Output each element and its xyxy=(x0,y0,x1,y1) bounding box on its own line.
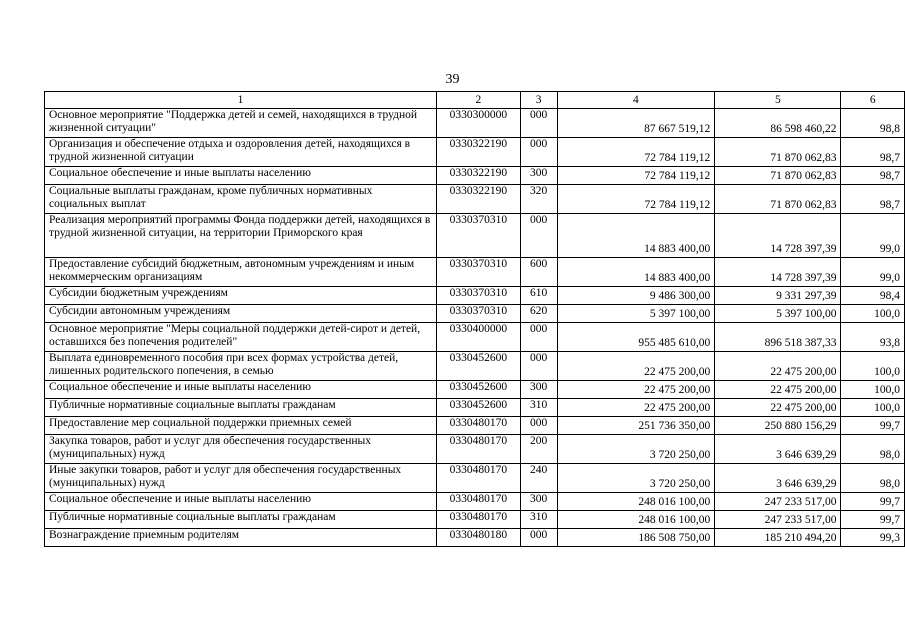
row-code: 0330370310 xyxy=(437,287,521,305)
row-name: Публичные нормативные социальные выплаты гражданам xyxy=(45,511,437,529)
row-percent: 100,0 xyxy=(841,381,905,399)
row-name: Основное мероприятие "Меры социальной поддержки детей-сирот и детей, оставшихся без попечения родителей" xyxy=(45,323,437,352)
row-fact: 3 646 639,29 xyxy=(715,435,841,464)
row-name: Социальное обеспечение и иные выплаты населению xyxy=(45,167,437,185)
row-code: 0330480170 xyxy=(437,511,521,529)
row-name: Социальное обеспечение и иные выплаты населению xyxy=(45,493,437,511)
table-row xyxy=(45,167,905,185)
row-code: 0330370310 xyxy=(437,258,521,287)
table-row xyxy=(45,493,905,511)
table-row xyxy=(45,399,905,417)
row-percent: 98,0 xyxy=(841,464,905,493)
row-type: 000 xyxy=(520,138,557,167)
table-row xyxy=(45,511,905,529)
column-header: 1 xyxy=(45,92,437,109)
row-percent: 100,0 xyxy=(841,305,905,323)
row-fact: 9 331 297,39 xyxy=(715,287,841,305)
row-plan: 14 883 400,00 xyxy=(557,258,715,287)
row-percent: 99,0 xyxy=(841,214,905,258)
row-plan: 9 486 300,00 xyxy=(557,287,715,305)
column-header: 2 xyxy=(437,92,521,109)
row-fact: 71 870 062,83 xyxy=(715,185,841,214)
row-percent: 99,0 xyxy=(841,258,905,287)
row-plan: 248 016 100,00 xyxy=(557,493,715,511)
row-plan: 72 784 119,12 xyxy=(557,185,715,214)
row-plan: 186 508 750,00 xyxy=(557,529,715,547)
row-fact: 247 233 517,00 xyxy=(715,511,841,529)
row-fact: 22 475 200,00 xyxy=(715,399,841,417)
column-header: 4 xyxy=(557,92,715,109)
row-code: 0330452600 xyxy=(437,399,521,417)
row-percent: 99,3 xyxy=(841,529,905,547)
row-code: 0330480170 xyxy=(437,435,521,464)
row-name: Реализация мероприятий программы Фонда поддержки детей, находящихся в трудной жизненной ситуации, на территории Приморского края xyxy=(45,214,437,258)
row-name: Субсидии автономным учреждениям xyxy=(45,305,437,323)
row-code: 0330370310 xyxy=(437,214,521,258)
row-percent: 98,7 xyxy=(841,185,905,214)
row-name: Социальное обеспечение и иные выплаты населению xyxy=(45,381,437,399)
row-percent: 99,7 xyxy=(841,493,905,511)
row-code: 0330322190 xyxy=(437,138,521,167)
table-row xyxy=(45,381,905,399)
column-header: 5 xyxy=(715,92,841,109)
column-header: 6 xyxy=(841,92,905,109)
row-type: 310 xyxy=(520,399,557,417)
row-name: Субсидии бюджетным учреждениям xyxy=(45,287,437,305)
row-plan: 14 883 400,00 xyxy=(557,214,715,258)
table-row xyxy=(45,352,905,381)
row-plan: 22 475 200,00 xyxy=(557,381,715,399)
row-fact: 71 870 062,83 xyxy=(715,167,841,185)
row-fact: 22 475 200,00 xyxy=(715,352,841,381)
row-percent: 98,4 xyxy=(841,287,905,305)
row-percent: 98,7 xyxy=(841,167,905,185)
row-type: 200 xyxy=(520,435,557,464)
table-row xyxy=(45,305,905,323)
row-name: Социальные выплаты гражданам, кроме публичных нормативных социальных выплат xyxy=(45,185,437,214)
row-name: Основное мероприятие "Поддержка детей и семей, находящихся в трудной жизненной ситуации" xyxy=(45,109,437,138)
row-type: 300 xyxy=(520,493,557,511)
table-row xyxy=(45,138,905,167)
row-type: 000 xyxy=(520,323,557,352)
row-name: Предоставление субсидий бюджетным, автономным учреждениям и иным некоммерческим организациям xyxy=(45,258,437,287)
row-percent: 100,0 xyxy=(841,352,905,381)
row-percent: 98,0 xyxy=(841,435,905,464)
table-row xyxy=(45,529,905,547)
row-type: 000 xyxy=(520,417,557,435)
row-code: 0330400000 xyxy=(437,323,521,352)
row-code: 0330452600 xyxy=(437,352,521,381)
row-name: Закупка товаров, работ и услуг для обеспечения государственных (муниципальных) нужд xyxy=(45,435,437,464)
row-fact: 896 518 387,33 xyxy=(715,323,841,352)
row-code: 0330480170 xyxy=(437,464,521,493)
row-code: 0330480170 xyxy=(437,417,521,435)
row-type: 000 xyxy=(520,214,557,258)
row-code: 0330322190 xyxy=(437,167,521,185)
table-row xyxy=(45,323,905,352)
row-fact: 5 397 100,00 xyxy=(715,305,841,323)
row-type: 000 xyxy=(520,529,557,547)
row-code: 0330300000 xyxy=(437,109,521,138)
row-name: Вознаграждение приемным родителям xyxy=(45,529,437,547)
row-code: 0330480180 xyxy=(437,529,521,547)
row-type: 000 xyxy=(520,109,557,138)
row-plan: 3 720 250,00 xyxy=(557,464,715,493)
table-row xyxy=(45,214,905,258)
table-row xyxy=(45,185,905,214)
row-plan: 248 016 100,00 xyxy=(557,511,715,529)
page-number: 39 xyxy=(445,72,460,87)
row-plan: 72 784 119,12 xyxy=(557,138,715,167)
row-name: Публичные нормативные социальные выплаты гражданам xyxy=(45,399,437,417)
row-percent: 93,8 xyxy=(841,323,905,352)
row-type: 000 xyxy=(520,352,557,381)
row-percent: 98,8 xyxy=(841,109,905,138)
row-code: 0330322190 xyxy=(437,185,521,214)
row-fact: 247 233 517,00 xyxy=(715,493,841,511)
row-fact: 3 646 639,29 xyxy=(715,464,841,493)
row-name: Выплата единовременного пособия при всех формах устройства детей, лишенных родительского попечения, в семью xyxy=(45,352,437,381)
row-plan: 5 397 100,00 xyxy=(557,305,715,323)
row-type: 310 xyxy=(520,511,557,529)
budget-table xyxy=(44,91,905,547)
row-type: 610 xyxy=(520,287,557,305)
column-header: 3 xyxy=(520,92,557,109)
table-row xyxy=(45,435,905,464)
row-plan: 3 720 250,00 xyxy=(557,435,715,464)
row-percent: 100,0 xyxy=(841,399,905,417)
row-fact: 250 880 156,29 xyxy=(715,417,841,435)
row-plan: 87 667 519,12 xyxy=(557,109,715,138)
table-row xyxy=(45,258,905,287)
row-fact: 14 728 397,39 xyxy=(715,258,841,287)
row-fact: 22 475 200,00 xyxy=(715,381,841,399)
row-type: 320 xyxy=(520,185,557,214)
row-type: 240 xyxy=(520,464,557,493)
table-row xyxy=(45,109,905,138)
row-plan: 22 475 200,00 xyxy=(557,352,715,381)
table-row xyxy=(45,464,905,493)
row-plan: 955 485 610,00 xyxy=(557,323,715,352)
table-row xyxy=(45,287,905,305)
row-type: 300 xyxy=(520,167,557,185)
row-fact: 86 598 460,22 xyxy=(715,109,841,138)
row-plan: 72 784 119,12 xyxy=(557,167,715,185)
row-fact: 14 728 397,39 xyxy=(715,214,841,258)
column-number-row xyxy=(45,92,905,109)
row-code: 0330452600 xyxy=(437,381,521,399)
row-name: Предоставление мер социальной поддержки приемных семей xyxy=(45,417,437,435)
row-type: 620 xyxy=(520,305,557,323)
row-plan: 251 736 350,00 xyxy=(557,417,715,435)
row-percent: 99,7 xyxy=(841,417,905,435)
row-code: 0330370310 xyxy=(437,305,521,323)
row-type: 600 xyxy=(520,258,557,287)
row-percent: 99,7 xyxy=(841,511,905,529)
row-name: Иные закупки товаров, работ и услуг для обеспечения государственных (муниципальных) нужд xyxy=(45,464,437,493)
row-type: 300 xyxy=(520,381,557,399)
row-fact: 71 870 062,83 xyxy=(715,138,841,167)
row-code: 0330480170 xyxy=(437,493,521,511)
row-plan: 22 475 200,00 xyxy=(557,399,715,417)
table-row xyxy=(45,417,905,435)
row-name: Организация и обеспечение отдыха и оздоровления детей, находящихся в трудной жизненной ситуации xyxy=(45,138,437,167)
row-percent: 98,7 xyxy=(841,138,905,167)
row-fact: 185 210 494,20 xyxy=(715,529,841,547)
